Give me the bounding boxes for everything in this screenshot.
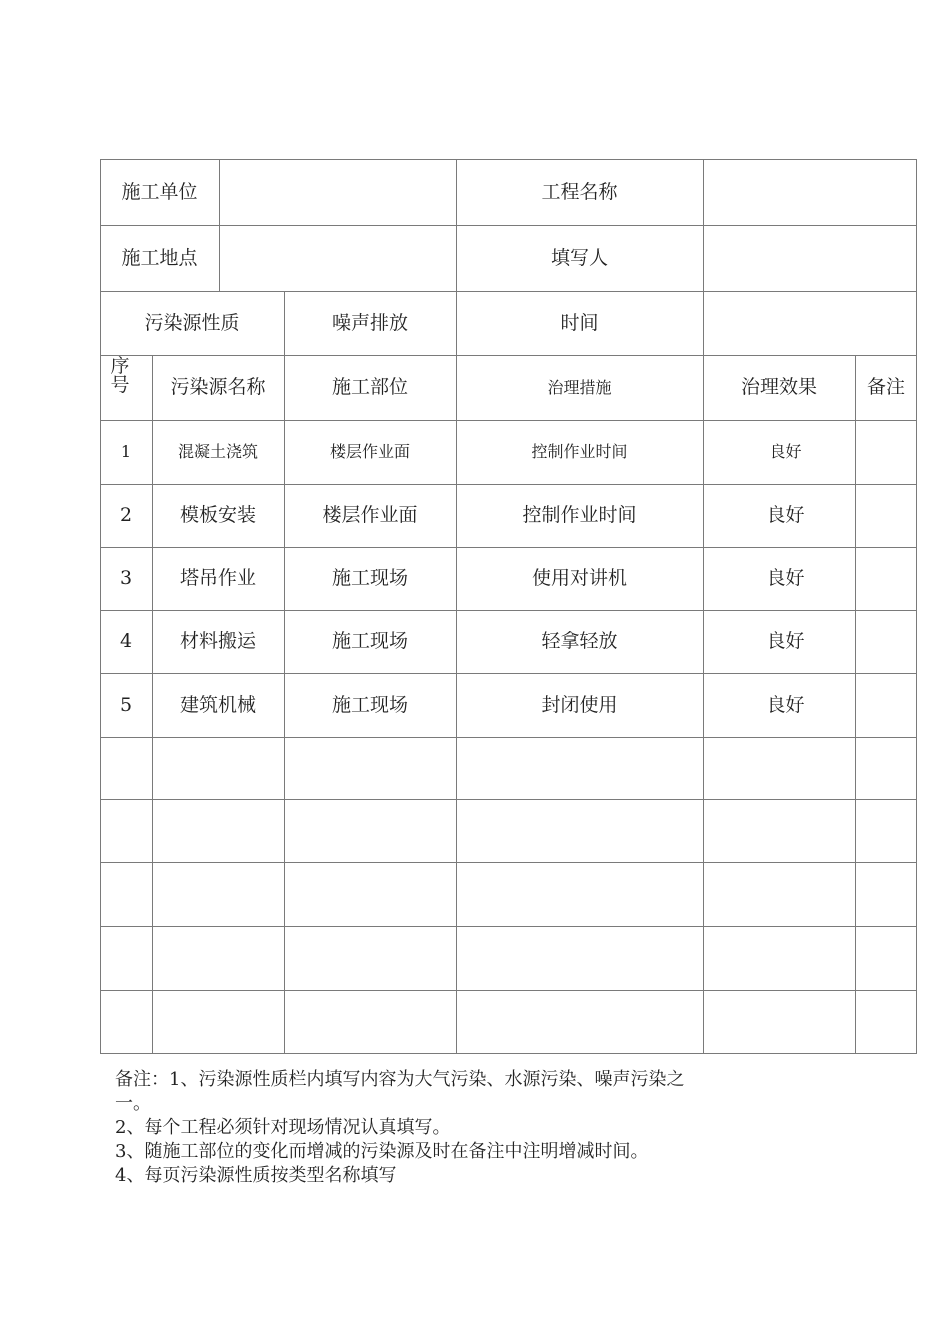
pollution-nature-label: 污染源性质 [144,311,240,334]
table-row-remark[interactable] [855,420,917,484]
table-row-remark[interactable] [855,673,917,737]
row-divider [100,926,917,927]
column-header-remark: 备注 [866,376,905,399]
note-line-1-continued: 一。 [115,1093,151,1114]
filled-by-label: 填写人 [550,246,608,269]
table-row-location: 施工现场 [331,693,408,716]
table-border-bottom [100,1053,917,1054]
column-header-seq [100,355,152,420]
row-divider [100,737,917,738]
project-name-label: 工程名称 [541,180,618,203]
construction-unit-value[interactable] [219,159,456,225]
table-row-remark[interactable] [855,484,917,547]
table-row-effect: 良好 [766,504,805,527]
table-row-measures: 封闭使用 [541,693,618,716]
project-name-value[interactable] [703,159,917,225]
table-row-remark[interactable] [855,547,917,610]
column-header-effect: 治理效果 [740,376,817,399]
table-row-measures: 控制作业时间 [522,504,637,527]
column-header-source-name: 污染源名称 [170,376,266,399]
time-value[interactable] [703,291,917,355]
table-row-seq: 4 [119,630,133,653]
column-header-measures: 治理措施 [547,377,612,397]
pollution-source-table [100,159,917,1054]
table-row-source-name: 建筑机械 [179,693,256,716]
construction-site-value[interactable] [219,225,456,291]
table-row-source-name: 混凝土浇筑 [177,442,258,462]
table-row-effect: 良好 [769,442,802,462]
table-row-seq: 1 [120,442,132,462]
construction-unit-label: 施工单位 [121,180,198,203]
note-line-4: 4、每页污染源性质按类型名称填写 [115,1165,397,1186]
table-row-location: 施工现场 [331,630,408,653]
table-row-seq: 5 [119,693,133,716]
row-divider [100,990,917,991]
table-row-effect: 良好 [766,693,805,716]
table-row-location: 楼层作业面 [322,504,418,527]
note-line-2: 2、每个工程必须针对现场情况认真填写。 [115,1117,451,1138]
table-row-source-name: 塔吊作业 [179,567,256,590]
time-label: 时间 [560,311,599,334]
construction-site-label: 施工地点 [121,246,198,269]
table-row-remark[interactable] [855,610,917,673]
table-row-location: 楼层作业面 [329,442,410,462]
note-line-1: 备注：1、污染源性质栏内填写内容为大气污染、水源污染、噪声污染之 [115,1069,685,1090]
table-row-source-name: 材料搬运 [179,630,256,653]
row-divider [100,799,917,800]
table-row-source-name: 模板安装 [179,504,256,527]
note-line-3: 3、随施工部位的变化而增减的污染源及时在备注中注明增减时间。 [115,1141,649,1162]
table-row-measures: 使用对讲机 [531,567,627,590]
table-row-seq: 3 [119,567,133,590]
row-divider [100,862,917,863]
pollution-nature-value[interactable]: 噪声排放 [331,311,408,334]
table-row-location: 施工现场 [331,567,408,590]
column-header-seq-text: 序号 [110,355,130,396]
table-row-seq: 2 [119,504,133,527]
table-row-measures: 轻拿轻放 [541,630,618,653]
filled-by-value[interactable] [703,225,917,291]
table-row-measures: 控制作业时间 [531,442,628,462]
table-row-effect: 良好 [766,630,805,653]
column-header-location: 施工部位 [331,376,408,399]
notes-section [115,1068,775,1188]
table-row-effect: 良好 [766,567,805,590]
